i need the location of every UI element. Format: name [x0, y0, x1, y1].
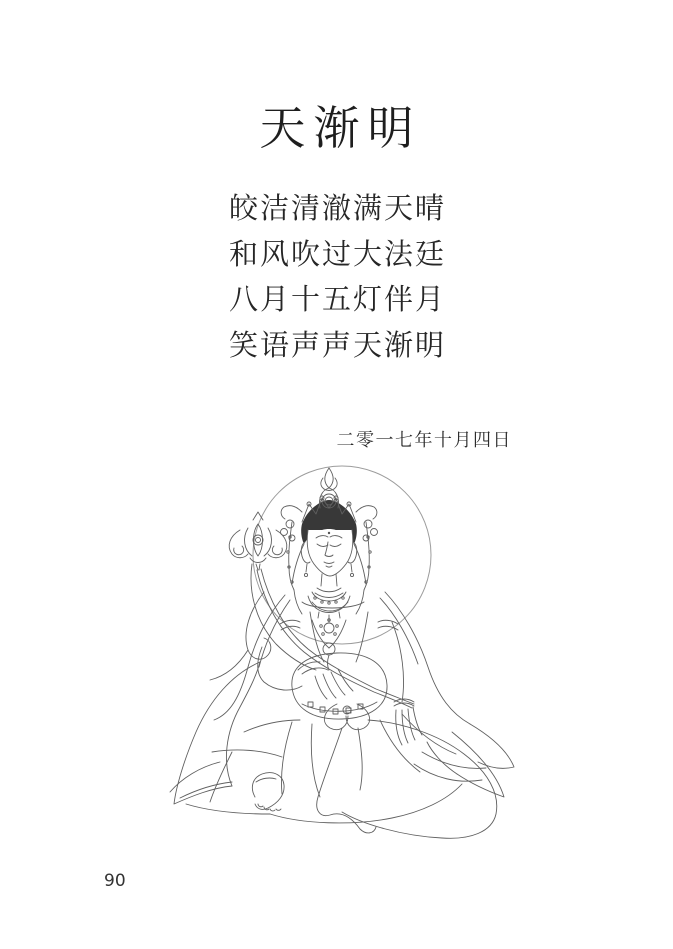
- poem-line-3: 八月十五灯伴月: [228, 282, 446, 316]
- poem-date: 二零一七年十月四日: [336, 430, 512, 451]
- bodhisattva-illustration: [152, 452, 522, 844]
- poem-line-1: 皎洁清澈满天晴: [228, 191, 446, 225]
- poem-body: [0, 186, 673, 368]
- poem-line-2: 和风吹过大法廷: [228, 236, 446, 271]
- bodhisattva-line-art: [152, 452, 522, 844]
- page-number: 90: [104, 871, 126, 891]
- poem-line-4: 笑语声声天渐明: [228, 327, 446, 362]
- poem-title: 天渐明: [259, 101, 422, 155]
